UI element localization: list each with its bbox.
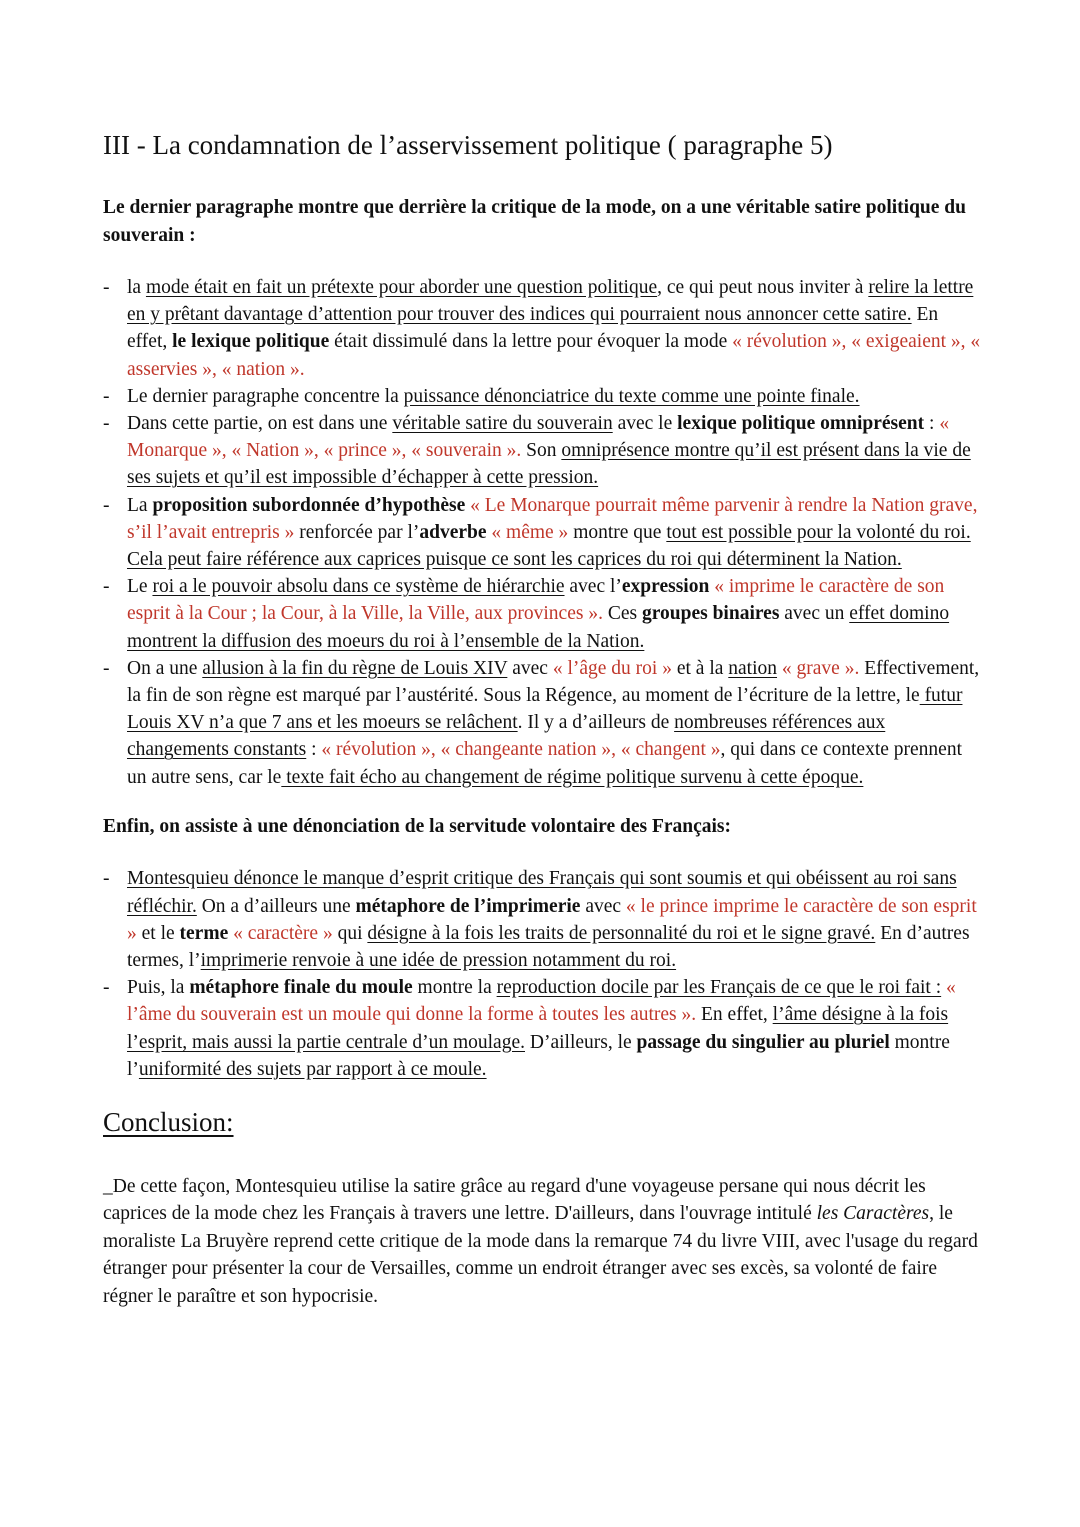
quote-text: « même » <box>486 521 569 543</box>
text-span: Le <box>127 576 153 598</box>
text-span: avec <box>580 895 626 917</box>
bold-text: groupes binaires <box>641 603 780 625</box>
bold-text: proposition subordonnée d’hypothèse <box>152 494 466 516</box>
text-span: Dans cette partie, on est dans une <box>127 413 393 435</box>
text-span: était dissimulé dans la lettre pour évoquer la mode <box>329 331 733 353</box>
quote-text: « l’âme du souverain est un moule qui donne la forme à toutes les autres ». <box>127 977 956 1026</box>
underlined-text: texte fait écho au changement de régime politique survenu à cette époque. <box>281 766 864 788</box>
text-span: , ce qui peut nous inviter à <box>657 277 869 298</box>
quote-text: « grave ». <box>777 657 860 679</box>
bullet-list-servitude <box>103 865 983 1083</box>
lead-paragraph-servitude: Enfin, on assiste à une dénonciation de la servitude volontaire des Français: <box>103 815 732 837</box>
text-span: avec un <box>779 603 850 625</box>
underlined-text: mode était en fait un prétexte pour aborder une question politique <box>145 277 658 298</box>
text-span: avec l’ <box>564 576 622 598</box>
bullet-dash: - <box>103 977 110 999</box>
text-span: On a une <box>127 657 203 679</box>
conclusion-heading: Conclusion: <box>103 1106 234 1137</box>
bold-text: passage du singulier au pluriel <box>636 1031 890 1053</box>
bold-text: métaphore de l’imprimerie <box>355 895 581 917</box>
bullet-dash: - <box>103 657 110 679</box>
text-span: Effectivement, la fin de son règne est marqué par l’austérité. Sous la Régence, au moment de l’écriture de la lettre, le <box>127 657 980 707</box>
text-span: Ces <box>602 603 642 625</box>
list-item <box>103 865 983 974</box>
bold-text: métaphore finale du moule <box>189 977 413 999</box>
text-span: et le <box>136 922 180 944</box>
quote-text: « Monarque », « Nation », « prince », « souverain ». <box>127 413 950 462</box>
text-span: _De cette façon, Montesquieu utilise la satire grâce au regard d'une voyageuse persane qui nous décrit les caprices de la mode chez les Français à travers une lettre. D'ailleurs, dans l'ouvrage intitulé <box>103 1175 926 1225</box>
text-span: qui <box>332 922 368 944</box>
section-title: III - La condamnation de l’asservissement politique ( paragraphe 5) <box>103 130 833 160</box>
quote-text: « le prince imprime le caractère de son esprit » <box>127 895 977 944</box>
text-span: renforcée par l’ <box>294 521 420 543</box>
quote-text: « caractère » <box>228 922 333 944</box>
text-span: En effet, <box>127 304 939 353</box>
underlined-text: Montesquieu dénonce le manque d’esprit critique des Français qui sont soumis et qui obéissent au roi sans réfléchir. <box>127 868 957 917</box>
quote-text: « imprime le caractère de son esprit à la Cour ; la Cour, à la Ville, la Ville, aux provinces ». <box>127 576 945 625</box>
document-content <box>103 128 983 1310</box>
text-span: : <box>306 739 322 761</box>
text-span: montre l’ <box>127 1031 950 1080</box>
list-item <box>103 974 983 1083</box>
bullet-dash: - <box>103 277 110 298</box>
text-span: montre la <box>412 977 497 999</box>
quote-text: « l’âge du roi » <box>552 657 672 679</box>
bullet-dash: - <box>103 413 110 435</box>
bullet-dash: - <box>103 385 110 407</box>
bold-text: le lexique politique <box>172 331 330 353</box>
conclusion-paragraph <box>103 1173 983 1311</box>
underlined-text: allusion à la fin du règne de Louis XIV <box>202 657 508 679</box>
text-span: montre que <box>568 521 667 543</box>
quote-text: « Le Monarque pourrait même parvenir à rendre la Nation grave, s’il l’avait entrepris » <box>127 494 978 543</box>
underlined-text: imprimerie renvoie à une idée de pression notamment du roi. <box>200 949 677 971</box>
list-item <box>103 383 983 410</box>
list-item <box>103 274 983 383</box>
underlined-text: nombreuses références aux changements constants <box>127 712 886 761</box>
underlined-text: reproduction docile par les Français de ce que le roi fait : <box>496 977 942 999</box>
list-item <box>103 573 983 655</box>
text-span: avec <box>507 657 553 679</box>
bold-text: adverbe <box>419 521 487 543</box>
italic-title: les Caractères <box>816 1203 930 1225</box>
list-item <box>103 492 983 574</box>
lead-paragraph-political-satire: Le dernier paragraphe montre que derrière la critique de la mode, on a une véritable satire politique du souverain : <box>103 197 966 246</box>
underlined-text: uniformité des sujets par rapport à ce moule. <box>138 1058 487 1080</box>
bold-text: expression <box>621 576 710 598</box>
text-span: : <box>924 413 940 435</box>
bullet-dash: - <box>103 576 110 598</box>
bullet-list-political-satire <box>103 274 983 791</box>
text-span: , le moraliste La Bruyère reprend cette critique de la mode dans la remarque 74 du livre VIII, avec l'usage du regard étranger pour présenter la cour de Versailles, comme un endroit étranger avec ses excès, sa volonté de faire régner le paraître et son hypocrisie. <box>103 1203 978 1307</box>
text-span: , qui dans ce contexte prennent un autre sens, car le <box>127 739 963 788</box>
text-span: Puis, la <box>127 977 190 999</box>
text-span: D’ailleurs, le <box>525 1031 637 1053</box>
text-span: Son <box>521 440 562 462</box>
underlined-text: l’âme désigne à la fois l’esprit, mais aussi la partie centrale d’un moulage. <box>127 1004 949 1053</box>
underlined-text: tout est possible pour la volonté du roi. Cela peut faire référence aux caprices puisque ce sont les caprices du roi qui déterminent la Nation. <box>127 521 971 571</box>
bullet-dash: - <box>103 494 110 516</box>
underlined-text: omniprésence montre qu’il est présent dans la vie de ses sujets et qu’il est impossible d’échapper à cette pression. <box>127 440 971 489</box>
text-span: En effet, <box>696 1004 773 1026</box>
text-span: La <box>127 494 153 516</box>
underlined-text: véritable satire du souverain <box>392 413 613 435</box>
underlined-text: roi a le pouvoir absolu dans ce système de hiérarchie <box>152 576 565 598</box>
underlined-text: désigne à la fois les traits de personnalité du roi et le signe gravé. <box>367 922 876 944</box>
text-span: En d’autres termes, l’ <box>127 922 970 971</box>
text-span: la <box>127 277 146 298</box>
text-span: . Il y a d’ailleurs de <box>517 712 675 734</box>
text-span: On a d’ailleurs une <box>196 895 356 917</box>
underlined-text: puissance dénonciatrice du texte comme une pointe finale. <box>403 385 860 407</box>
text-span: avec le <box>612 413 678 435</box>
text-span: Le dernier paragraphe concentre la <box>127 385 404 407</box>
quote-text: « révolution », « changeante nation », « changent » <box>321 739 721 761</box>
bold-text: terme <box>179 922 229 944</box>
underlined-text: relire la lettre en y prêtant davantage d’attention pour trouver des indices qui pourraient nous annoncer cette satire. <box>127 277 974 326</box>
bold-text: lexique politique omniprésent <box>677 413 925 435</box>
bullet-dash: - <box>103 868 110 890</box>
quote-text: « révolution », « exigeaient », « asservies », « nation ». <box>127 331 981 380</box>
underlined-text: effet domino montrent la diffusion des moeurs du roi à l’ensemble de la Nation. <box>127 603 950 652</box>
list-item <box>103 410 983 492</box>
list-item <box>103 655 983 791</box>
underlined-text: nation <box>728 657 778 679</box>
text-span: et à la <box>671 657 729 679</box>
underlined-text: futur Louis XV n’a que 7 ans et les moeurs se relâchent <box>127 685 963 734</box>
